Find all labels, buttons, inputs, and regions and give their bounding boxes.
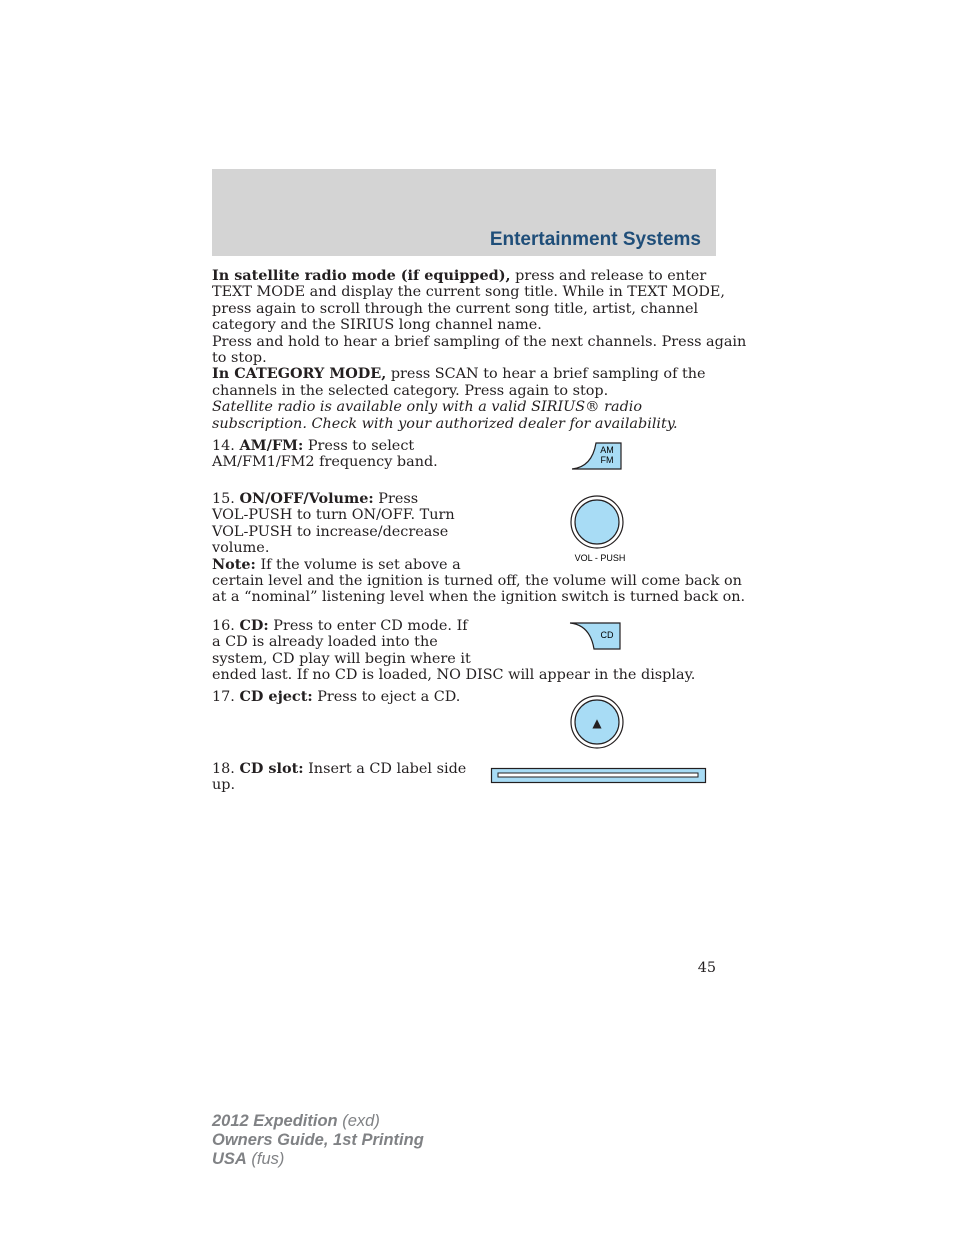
item-am-fm: 14. AM/FM: Press to select AM/FM1/FM2 frequency band. [212,437,438,471]
satellite-radio-paragraph: In satellite radio mode (if equipped), press and release to enter TEXT MODE and display the current song title. While in TEXT MODE, press again to scroll through the current song title, artist, channel category and the SIRIUS long channel name. Press and hold to hear a brief sampling of the next channels. Press again to stop. In CATEGORY MODE, press SCAN to hear a brief sampling of the channels in the selected category. Press again to stop. Satellite radio is available only with a valid SIRIUS® radio subscription. Check with your authorized dealer for availability. [212,267,747,432]
section-title: Entertainment Systems [489,229,701,250]
volume-knob-icon [567,493,631,565]
item-cd-slot: 18. CD slot: Insert a CD label side up. [212,760,467,794]
document-footer: 2012 Expedition (exd) Owners Guide, 1st Printing USA (fus) [212,1112,424,1168]
section-header-band [212,169,716,256]
eject-button-icon [568,693,626,751]
volume-note-lead: Note: [212,555,256,573]
cd-slot-icon [490,767,708,785]
fm-label: FM [600,455,614,465]
am-fm-button-icon [570,441,624,471]
cd-button-icon [568,621,624,651]
item-cd-eject: 17. CD eject: Press to eject a CD. [212,688,461,705]
item-on-off-volume: 15. ON/OFF/Volume: Press VOL-PUSH to turn ON/OFF. Turn VOL-PUSH to increase/decrease volume. Note: If the volume is set above a certain level and the ignition is turned off, the volume will come back on at a “nominal” listening level when the ignition switch is turned back on. [212,490,746,606]
cd-label: CD [600,630,614,640]
satellite-lead: In satellite radio mode (if equipped), [212,267,511,284]
category-mode-lead: In CATEGORY MODE, [212,365,387,383]
vol-push-label: VOL - PUSH [574,553,626,563]
sirius-note: Satellite radio is available only with a valid SIRIUS® radio [212,399,643,416]
page-number: 45 [697,960,716,976]
am-label: AM [600,445,614,455]
item-cd: 16. CD: Press to enter CD mode. If a CD is already loaded into the system, CD play will begin where it ended last. If no CD is loaded, NO DISC will appear in the display. [212,617,696,684]
eject-glyph: ▲ [592,716,602,730]
